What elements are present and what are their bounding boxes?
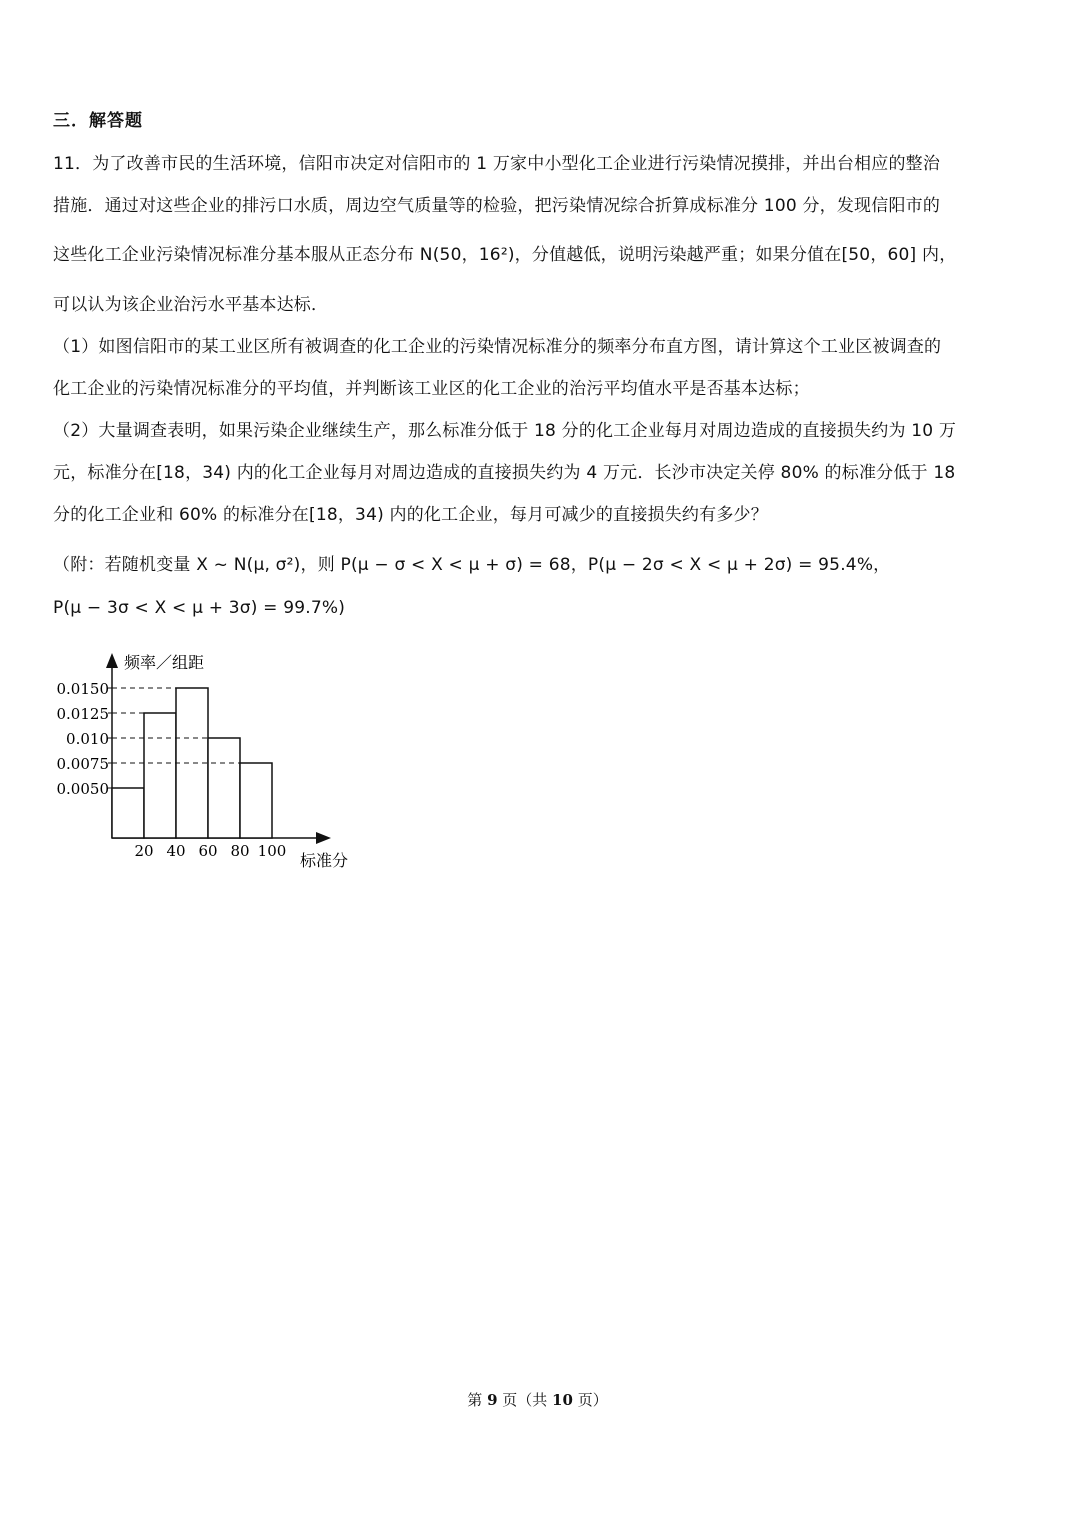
problem-line-4: 可以认为该企业治污水平基本达标． <box>53 295 329 315</box>
footer-suffix: 页） <box>572 1391 608 1409</box>
problem-line-1: 11．为了改善市民的生活环境，信阳市决定对信阳市的 1 万家中小型化工企业进行污染情况摸排，并出台相应的整治 <box>53 154 941 174</box>
footer-prefix: 第 <box>467 1391 488 1409</box>
problem-line-3: 这些化工企业污染情况标准分基本服从正态分布 N(50，16²)，分值越低，说明污染越严重；如果分值在[50，60] 内， <box>53 245 957 265</box>
problem-line-7: （2）大量调查表明，如果污染企业继续生产，那么标准分低于 18 分的化工企业每月对周边造成的直接损失约为 10 万 <box>53 421 957 441</box>
section-title: 三．解答题 <box>53 111 143 131</box>
y-tick-label: 0.0050 <box>56 780 109 798</box>
histogram-bar-0-20 <box>112 788 144 838</box>
problem-line-5: （1）如图信阳市的某工业区所有被调查的化工企业的污染情况标准分的频率分布直方图，请计算这个工业区被调查的 <box>53 337 942 357</box>
x-tick-label: 60 <box>198 842 218 860</box>
x-tick-label: 40 <box>166 842 186 860</box>
page-footer <box>0 1389 1075 1410</box>
frequency-histogram <box>50 648 380 888</box>
y-tick-label: 0.0075 <box>56 755 109 773</box>
footer-middle: 页（共 <box>497 1391 553 1409</box>
appendix-line-2: P(μ − 3σ < X < μ + 3σ) = 99.7%) <box>53 598 346 618</box>
x-tick-label: 20 <box>134 842 154 860</box>
histogram-bar-20-40 <box>144 713 176 838</box>
problem-line-2: 措施．通过对这些企业的排污口水质，周边空气质量等的检验，把污染情况综合折算成标准分 100 分，发现信阳市的 <box>53 196 941 216</box>
y-tick-label: 0.010 <box>66 730 109 748</box>
y-tick-label: 0.0150 <box>56 680 109 698</box>
histogram-bar-80-100 <box>240 763 272 838</box>
y-axis-label: 频率／组距 <box>124 653 205 672</box>
histogram-bar-60-80 <box>208 738 240 838</box>
x-axis-label: 标准分 <box>300 851 349 870</box>
x-tick-label: 100 <box>257 842 287 860</box>
footer-total-pages: 10 <box>552 1391 573 1409</box>
problem-line-6: 化工企业的污染情况标准分的平均值，并判断该工业区的化工企业的治污平均值水平是否基本达标； <box>53 379 810 399</box>
problem-line-8: 元，标准分在[18，34) 内的化工企业每月对周边造成的直接损失约为 4 万元．长沙市决定关停 80% 的标准分低于 18 <box>53 463 956 483</box>
appendix-line-1: （附：若随机变量 X ~ N(μ, σ²)，则 P(μ − σ < X < μ + σ) = 68，P(μ − 2σ < X < μ + 2σ) = 95.4%， <box>53 555 891 575</box>
problem-line-9: 分的化工企业和 60% 的标准分在[18，34) 内的化工企业，每月可减少的直接损失约有多少？ <box>53 505 768 525</box>
y-tick-label: 0.0125 <box>56 705 109 723</box>
footer-page-number: 9 <box>487 1391 498 1409</box>
x-tick-label: 80 <box>230 842 250 860</box>
